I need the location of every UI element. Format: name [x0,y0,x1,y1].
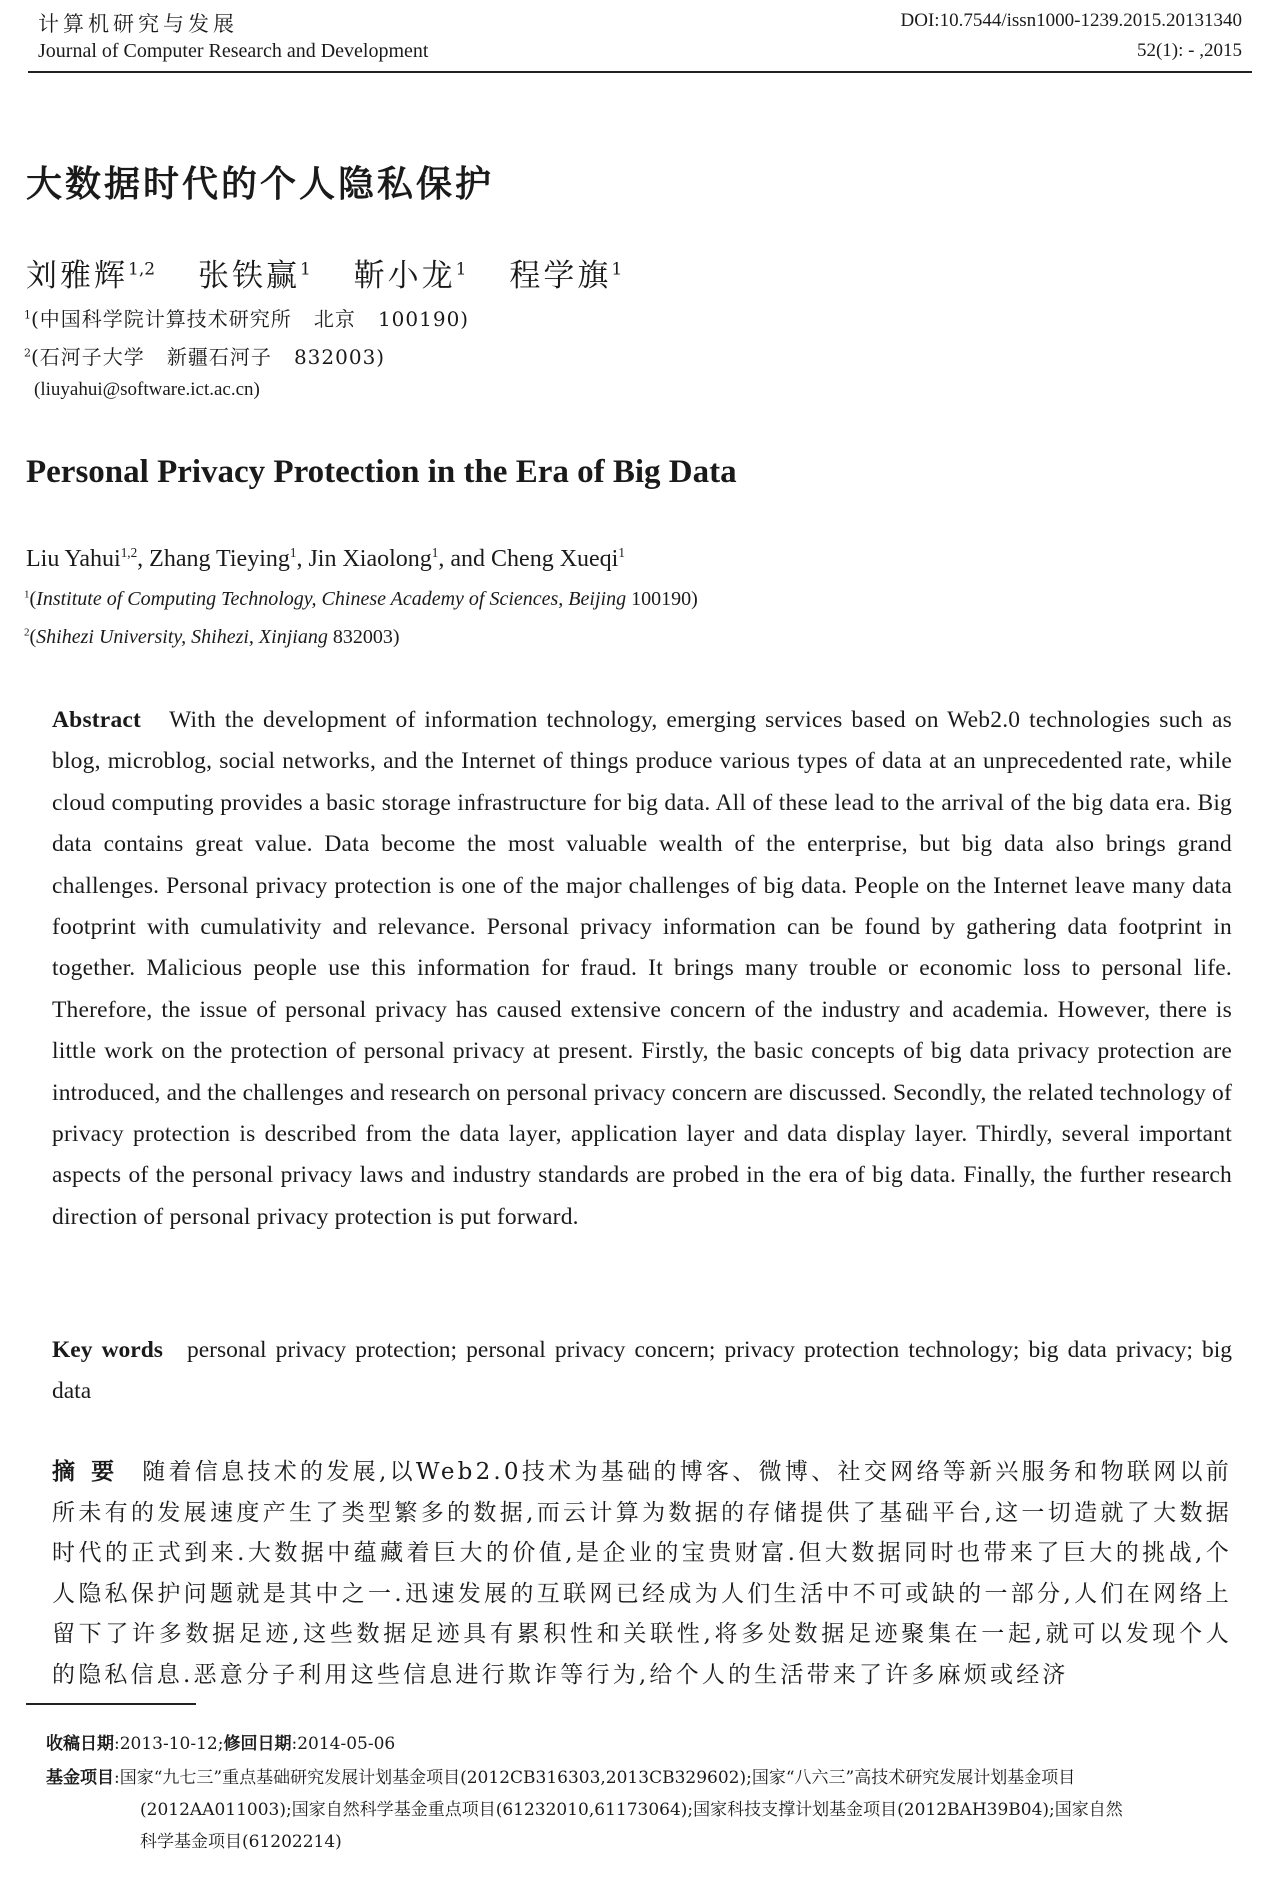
abstract-cn-text: 随着信息技术的发展,以Web2.0技术为基础的博客、微博、社交网络等新兴服务和物联网以前所未有的发展速度产生了类型繁多的数据,而云计算为数据的存储提供了基础平台,这一切造就了大数据时代的正式到来.大数据中蕴藏着巨大的价值,是企业的宝贵财富.但大数据同时也带来了巨大的挑战,个人隐私保护问题就是其中之一.迅速发展的互联网已经成为人们生活中不可或缺的一部分,人们在网络上留下了许多数据足迹,这些数据足迹具有累积性和关联性,将多处数据足迹聚集在一起,就可以发现个人的隐私信息.恶意分子利用这些信息进行欺诈等行为,给个人的生活带来了许多麻烦或经济 [52,1459,1232,1688]
authors-cn [26,250,652,295]
footnote-funding: 基金项目:国家“九七三”重点基础研究发展计划基金项目(2012CB316303,2013CB329602);国家“八六三”高技术研究发展计划基金项目 (2012AA011003);国家自然科学基金重点项目(61232010,61173064);国家科技支撑计划基金项目(2012BAH39B04);国家自然 科学基金项目(61202214) [46,1768,1123,1852]
affiliation-cn-2: $^2$(石河子大学 新疆石河子 832003) [24,345,386,369]
author-cn-2: 张铁赢$^1$ [197,258,311,294]
abstract-cn [52,1452,1232,1698]
journal-name-cn: 计算机研究与发展 [38,12,238,36]
footnote-rule [26,1703,196,1705]
abstract-text: With the development of information technology, emerging services based on Web2.0 technologies such as blog, microblog, social networks, and the Internet of things produce various types of data at an unprecedented rate, while cloud computing provides a basic storage infrastructure for big data. All of these lead to the arrival of the big data era. Big data contains great value. Data become the most valuable wealth of the enterprise, but big data also brings grand challenges. Personal privacy protection is one of the major challenges of big data. People on the Internet leave many data footprint with cumulativity and relevance. Personal privacy information can be found by gathering data footprint in together. Malicious people use this information for fraud. It brings many trouble or economic loss to personal life. Therefore, the issue of personal privacy has caused extensive concern of the industry and academia. However, there is little work on the protection of personal privacy at present. Firstly, the basic concepts of big data privacy protection are introduced, and the challenges and research on personal privacy concern are discussed. Secondly, the related technology of privacy protection is described from the data layer, application layer and data display layer. Thirdly, several important aspects of the personal privacy laws and industry standards are probed in the era of big data. Finally, the further research direction of personal privacy protection is put forward. [52,707,1232,1230]
journal-name-en: Journal of Computer Research and Development [38,40,429,62]
author-cn-1: 刘雅辉$^{1,2}$ [26,258,156,294]
affiliation-en-1: $^1$(Institute of Computing Technology, Chinese Academy of Sciences, Beijing 100190) [24,588,698,610]
abstract-en [52,700,1232,1238]
author-en-1: Liu Yahui [26,546,121,572]
volume-issue: 52(1): - ,2015 [1136,40,1242,61]
footnote-dates: 收稿日期:2013-10-12;修回日期:2014-05-06 [46,1734,396,1754]
author-en-4: and Cheng Xueqi [450,546,619,572]
title-en: Personal Privacy Protection in the Era of Big Data [26,454,737,490]
keywords-en [52,1330,1232,1413]
abstract-label: Abstract [52,707,142,733]
affiliation-cn-1: $^1$(中国科学院计算技术研究所 北京 100190) [24,307,470,331]
author-en-3: Jin Xiaolong [308,546,432,572]
keywords-text: personal privacy protection; personal privacy concern; privacy protection technology; big data privacy; big data [52,1337,1232,1405]
title-cn: 大数据时代的个人隐私保护 [26,164,495,205]
abstract-cn-label: 摘要 [52,1459,131,1485]
doi: DOI:10.7544/issn1000-1239.2015.20131340 [900,10,1242,31]
keywords-label: Key words [52,1337,163,1363]
author-cn-4: 程学旗$^1$ [509,258,623,294]
author-cn-3: 靳小龙$^1$ [353,258,467,294]
authors-en: Liu Yahui$^{1,2}$, Zhang Tieying$^1$, Jin Xiaolong$^1$, and Cheng Xueqi$^1$ [26,545,625,572]
author-en-2: Zhang Tieying [149,546,290,572]
header-rule [28,71,1252,73]
author-email: (liuyahui@software.ict.ac.cn) [34,379,260,400]
affiliation-en-2: $^2$(Shihezi University, Shihezi, Xinjiang 832003) [24,626,400,648]
